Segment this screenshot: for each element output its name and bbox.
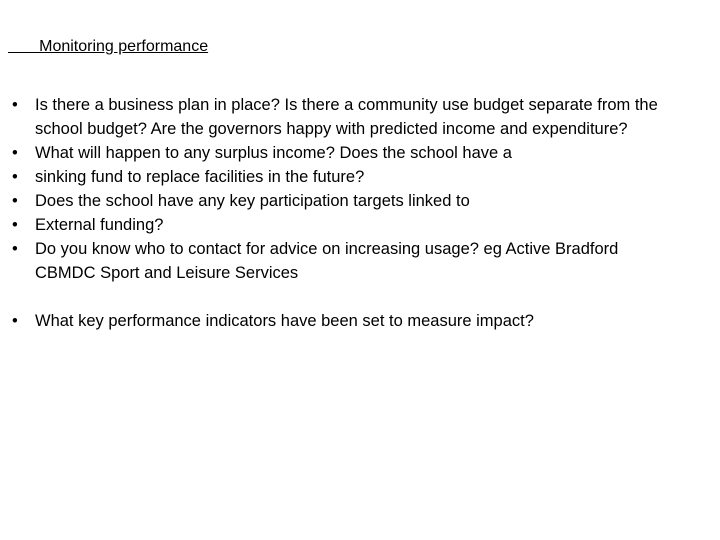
bullet-item: [12, 93, 662, 141]
bullet-item: [12, 213, 662, 237]
bullet-item: [12, 309, 662, 333]
bullet-icon: •: [12, 168, 18, 186]
bullet-text: Do you know who to contact for advice on increasing usage? eg Active Bradford CBMDC Sport and Leisure Services: [35, 240, 619, 282]
bullet-icon: •: [12, 312, 18, 330]
bullet-item: [12, 165, 662, 189]
bullet-icon: •: [12, 240, 18, 258]
bullet-icon: •: [12, 192, 18, 210]
bullet-list: [12, 93, 662, 333]
bullet-item: [12, 141, 662, 165]
bullet-icon: •: [12, 96, 18, 114]
bullet-text: External funding?: [35, 216, 164, 234]
bullet-text: Is there a business plan in place? Is there a community use budget separate from the school budget? Are the governors happy with predicted income and expenditure?: [35, 96, 658, 138]
bullet-text: What key performance indicators have been set to measure impact?: [35, 312, 534, 330]
bullet-text: sinking fund to replace facilities in the future?: [35, 168, 365, 186]
bullet-text: What will happen to any surplus income? Does the school have a: [35, 144, 512, 162]
bullet-item: [12, 237, 662, 285]
bullet-item: [12, 189, 662, 213]
bullet-icon: •: [12, 144, 18, 162]
slide-title: Monitoring performance: [8, 38, 209, 55]
bullet-icon: •: [12, 216, 18, 234]
bullet-text: Does the school have any key participation targets linked to: [35, 192, 470, 210]
